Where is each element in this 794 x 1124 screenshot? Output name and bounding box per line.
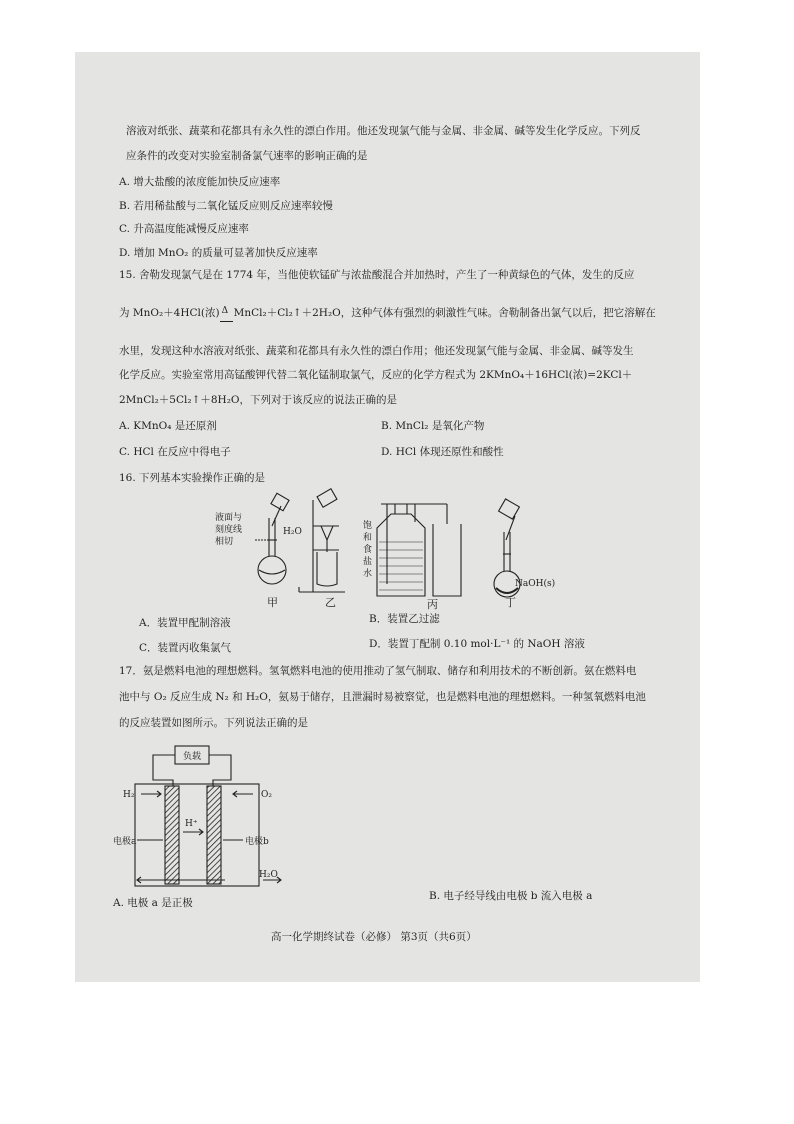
- intro-line-2: 应条件的改变对实验室制备氯气速率的影响正确的是: [126, 150, 368, 162]
- q15-line-2-pre: 为 MnO₂＋4HCl(浓): [119, 307, 220, 319]
- q14-option-a: A. 增大盐酸的浓度能加快反应速率: [119, 176, 281, 188]
- q15-option-a: A. KMnO₄ 是还原剂: [119, 420, 217, 432]
- q15-line-1: 15. 舍勒发现氯气是在 1774 年，当他使软锰矿与浓盐酸混合并加热时，产生了一种黄绿色的气体，发生的反应: [119, 269, 635, 281]
- label-yi: 乙: [325, 596, 336, 609]
- saline-char-3: 食: [363, 545, 373, 555]
- delta-symbol: Δ: [221, 306, 229, 316]
- q16-apparatus-diagram: [215, 484, 555, 610]
- o2-label: O₂: [261, 790, 272, 800]
- q16-option-d: D．装置丁配制 0.10 mol·L⁻¹ 的 NaOH 溶液: [369, 638, 585, 650]
- q16-option-b: B．装置乙过滤: [369, 613, 440, 625]
- load-label: 负载: [183, 752, 202, 762]
- q15-option-c: C. HCl 在反应中得电子: [119, 446, 231, 458]
- q15-line-5: 2MnCl₂＋5Cl₂↑＋8H₂O，下列对于该反应的说法正确的是: [119, 394, 398, 406]
- q14-option-b: B. 若用稀盐酸与二氧化锰反应则反应速率较慢: [119, 200, 333, 212]
- electrode-a-plate: [165, 786, 179, 884]
- label-bing: 丙: [427, 598, 438, 610]
- q17-line-1: 17．氨是燃料电池的理想燃料。氢氧燃料电池的使用推动了氢气制取、储存和利用技术的不断创新。氨在燃料电: [119, 665, 637, 677]
- q17-option-b: B. 电子经导线由电极 b 流入电极 a: [429, 890, 593, 902]
- q15-line-2-post: MnCl₂＋Cl₂↑＋2H₂O，这种气体有强烈的刺激性气味。舍勒制备出氯气以后，把它溶解在: [233, 307, 656, 319]
- label-ding: 丁: [505, 596, 516, 609]
- volumetric-flask-apparatus: [255, 493, 289, 584]
- saline-char-5: 水: [363, 569, 373, 579]
- saline-char-1: 饱: [363, 521, 373, 531]
- jia-note-1: 液面与: [215, 513, 243, 523]
- electrode-a-label: 电极a: [113, 837, 137, 847]
- saline-char-2: 和: [363, 533, 373, 543]
- q15-option-d: D. HCl 体现还原性和酸性: [381, 446, 504, 458]
- jia-note-2: 刻度线: [215, 525, 243, 535]
- h2o-out-label: H₂O: [259, 870, 278, 880]
- q16-option-a: A．装置甲配制溶液: [139, 617, 231, 629]
- q17-option-a: A. 电极 a 是正极: [113, 897, 193, 909]
- electrode-b-plate: [207, 786, 221, 884]
- gas-washing-bottle: [377, 504, 461, 596]
- q15-line-2: [119, 308, 656, 319]
- q16-option-c: C．装置丙收集氯气: [139, 642, 232, 654]
- q14-option-d: D. 增加 MnO₂ 的质量可显著加快反应速率: [119, 247, 318, 259]
- q14-option-c: C. 升高温度能减慢反应速率: [119, 223, 249, 235]
- filtration-apparatus: [299, 489, 345, 592]
- hplus-label: H⁺: [185, 819, 198, 829]
- saline-char-4: 盐: [363, 557, 373, 567]
- h2o-label: H₂O: [283, 527, 302, 537]
- jia-note-3: 相切: [215, 537, 234, 547]
- q15-line-3: 水里，发现这种水溶液对纸张、蔬菜和花都具有永久性的漂白作用；他还发现氯气能与金属、非金属、碱等发生: [119, 345, 634, 357]
- h2-label: H₂: [123, 790, 135, 800]
- intro-line-1: 溶液对纸张、蔬菜和花都具有永久性的漂白作用。他还发现氯气能与金属、非金属、碱等发生化学反应。下列反: [126, 125, 641, 137]
- q17-line-2: 池中与 O₂ 反应生成 N₂ 和 H₂O，氨易于储存，且泄漏时易被察觉，也是燃料电池的理想燃料。一种氢氧燃料电池: [119, 691, 646, 703]
- q15-option-b: B. MnCl₂ 是氧化产物: [381, 420, 485, 432]
- label-jia: 甲: [267, 596, 278, 609]
- exam-page: [75, 52, 700, 982]
- fuel-cell-diagram: [113, 740, 303, 900]
- q17-line-3: 的反应装置如图所示。下列说法正确的是: [119, 717, 308, 729]
- q15-line-4: 化学反应。实验室常用高锰酸钾代替二氧化锰制取氯气，反应的化学方程式为 2KMnO₄＋16HCl(浓)=2KCl＋: [119, 369, 633, 381]
- q16-stem: 16. 下列基本实验操作正确的是: [119, 472, 266, 484]
- page-footer: 高一化学期终试卷（必修） 第3页（共6页）: [271, 931, 477, 943]
- electrode-b-label: 电极b: [245, 837, 269, 847]
- naoh-label: NaOH(s): [515, 579, 555, 589]
